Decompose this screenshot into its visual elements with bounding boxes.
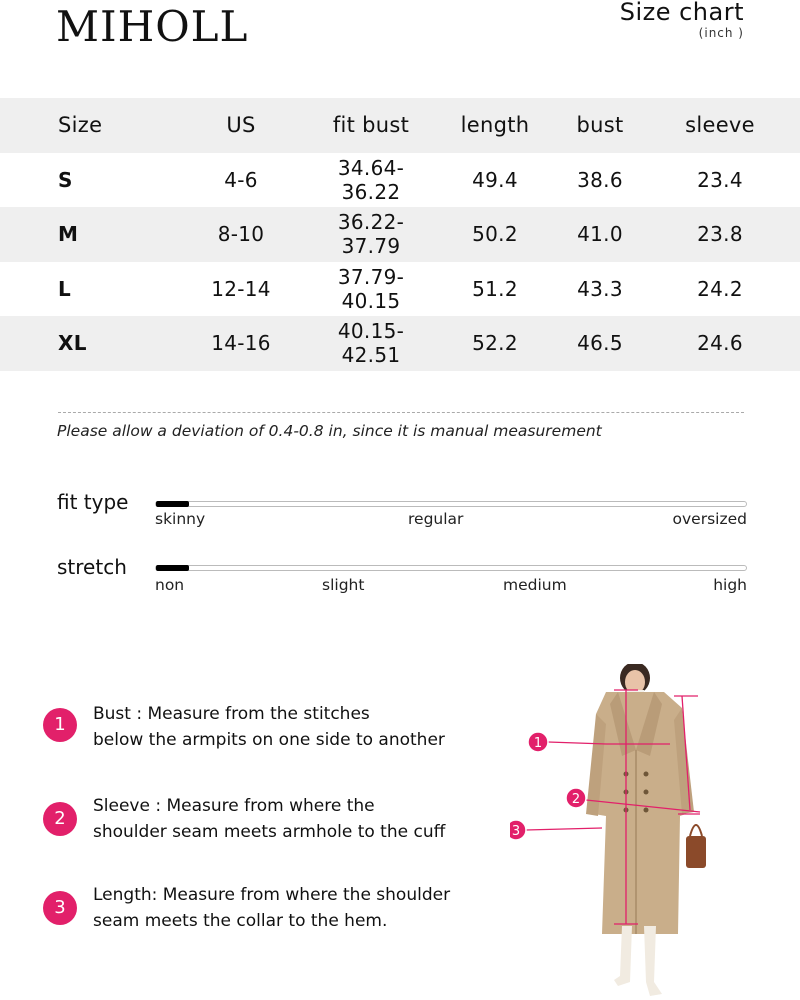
cell-bust: 46.5 [577, 331, 623, 356]
cell-fit-bust: 36.22-37.79 [337, 210, 405, 259]
figure-marker-1-label: 1 [533, 736, 543, 751]
instruction-line: seam meets the collar to the hem. [93, 911, 388, 931]
cell-us: 12-14 [211, 276, 271, 301]
stretch-tick-medium: medium [503, 576, 567, 594]
figure-marker-2 [566, 788, 586, 808]
stretch-tick-non: non [155, 576, 185, 594]
stretch-indicator [156, 565, 189, 571]
table-header-row [0, 98, 800, 153]
size-table [0, 98, 800, 371]
instruction-line: below the armpits on one side to another [93, 730, 445, 750]
header-us: US [226, 113, 256, 138]
stretch-scale [155, 565, 747, 571]
fit-type-scale [155, 501, 747, 507]
figure-marker-3 [510, 820, 526, 840]
cell-sleeve: 23.8 [697, 222, 743, 247]
cell-fit-bust: 37.79-40.15 [337, 264, 405, 313]
cell-bust: 41.0 [577, 222, 623, 247]
cell-size: XL [58, 331, 87, 356]
unit-label: (inch ) [698, 26, 744, 40]
cell-size: M [58, 222, 79, 247]
cell-sleeve: 23.4 [697, 167, 743, 192]
stretch-label: stretch [57, 555, 127, 579]
fit-tick-skinny: skinny [155, 510, 206, 528]
step-badge-1: 1 [43, 708, 77, 742]
divider [58, 412, 744, 413]
cell-length: 49.4 [472, 167, 518, 192]
cell-length: 51.2 [472, 276, 518, 301]
fit-type-label: fit type [57, 490, 129, 514]
table-row [0, 262, 800, 317]
brand-logo: MIHOLL [56, 2, 249, 51]
step-badge-2: 2 [43, 802, 77, 836]
table-row [0, 316, 800, 371]
cell-sleeve: 24.6 [697, 331, 743, 356]
fit-tick-oversized: oversized [672, 510, 747, 528]
handbag-strap [690, 825, 702, 836]
cell-fit-bust: 34.64-36.22 [337, 155, 405, 204]
table-row [0, 153, 800, 208]
instruction-line: Sleeve : Measure from where the [93, 796, 375, 816]
instruction-bust [93, 701, 445, 753]
fit-type-indicator [156, 501, 189, 507]
header-bust: bust [576, 113, 624, 138]
marker-3-leader [526, 828, 602, 830]
coat-model-illustration [510, 664, 740, 1000]
cell-bust: 43.3 [577, 276, 623, 301]
instruction-line: shoulder seam meets armhole to the cuff [93, 822, 446, 842]
instruction-line: Length: Measure from where the shoulder [93, 885, 451, 905]
stretch-tick-slight: slight [322, 576, 365, 594]
cell-bust: 38.6 [577, 167, 623, 192]
instruction-line: Bust : Measure from the stitches [93, 704, 370, 724]
figure-marker-3-label: 3 [511, 824, 521, 839]
header-size: Size [58, 113, 103, 138]
cell-us: 4-6 [224, 167, 258, 192]
header-sleeve: sleeve [685, 113, 755, 138]
cell-sleeve: 24.2 [697, 276, 743, 301]
page-title: Size chart [619, 0, 744, 26]
instruction-sleeve [93, 793, 445, 845]
stretch-tick-high: high [713, 576, 747, 594]
cell-size: S [58, 167, 73, 192]
cell-length: 52.2 [472, 331, 518, 356]
handbag [686, 836, 706, 868]
figure-marker-1 [528, 732, 548, 752]
boot-right [644, 926, 662, 996]
cell-fit-bust: 40.15-42.51 [337, 319, 405, 368]
fit-tick-regular: regular [408, 510, 464, 528]
cell-us: 8-10 [217, 222, 265, 247]
coat-body [594, 692, 686, 934]
instruction-length [93, 882, 450, 934]
header-length: length [460, 113, 530, 138]
deviation-note: Please allow a deviation of 0.4-0.8 in, since it is manual measurement [57, 422, 602, 440]
header-fit-bust: fit bust [332, 113, 410, 138]
boot-left [614, 926, 632, 986]
table-row [0, 207, 800, 262]
step-badge-3: 3 [43, 891, 77, 925]
cell-length: 50.2 [472, 222, 518, 247]
figure-marker-2-label: 2 [571, 792, 581, 807]
cell-size: L [58, 276, 72, 301]
cell-us: 14-16 [211, 331, 271, 356]
